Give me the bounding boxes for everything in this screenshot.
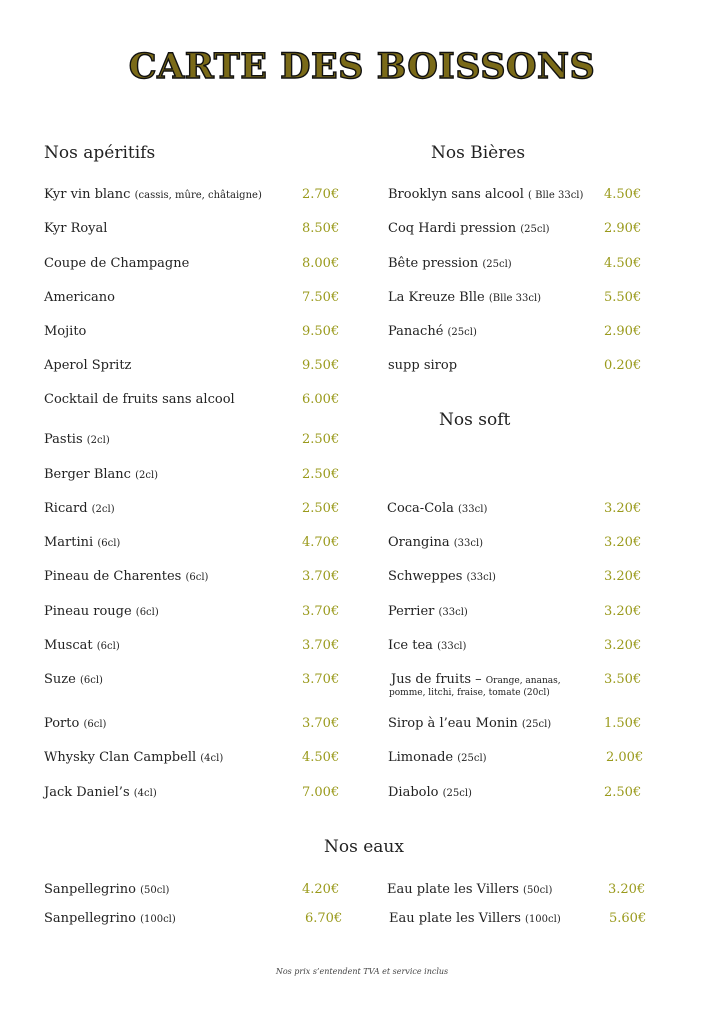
heading-aperitifs: Nos apéritifs: [44, 143, 156, 163]
heading-eaux: Nos eaux: [324, 837, 404, 857]
menu-item-name: Sirop à l’eau Monin (25cl): [388, 716, 552, 731]
menu-item-price: 3.70€: [302, 604, 340, 619]
menu-item-price: 2.90€: [604, 324, 642, 339]
menu-item-price: 2.50€: [302, 432, 340, 447]
menu-item-name: Ricard (2cl): [44, 501, 115, 516]
menu-item-name: Jack Daniel’s (4cl): [44, 785, 157, 800]
heading-soft: Nos soft: [439, 410, 511, 430]
menu-title: CARTE DES BOISSONS: [128, 46, 596, 87]
menu-item-name: La Kreuze Blle (Blle 33cl): [388, 290, 542, 305]
menu-item-name: Schweppes (33cl): [388, 569, 496, 584]
menu-item-price: 3.70€: [302, 716, 340, 731]
menu-item-name: Panaché (25cl): [388, 324, 477, 339]
menu-item-price: 3.20€: [604, 604, 642, 619]
menu-item-price: 1.50€: [604, 716, 642, 731]
menu-item-price: 9.50€: [302, 324, 340, 339]
menu-item-name: Brooklyn sans alcool ( Blle 33cl): [388, 187, 584, 202]
menu-item-price: 0.20€: [604, 358, 642, 373]
menu-item-name: Whysky Clan Campbell (4cl): [44, 750, 224, 765]
menu-item-price: 3.70€: [302, 569, 340, 584]
menu-item-name: Coca-Cola (33cl): [387, 501, 488, 516]
menu-item-name: Americano: [44, 290, 116, 305]
menu-item-price: 3.50€: [604, 672, 642, 687]
menu-item-price: 2.50€: [302, 501, 340, 516]
menu-item-name: Eau plate les Villers (50cl): [387, 882, 553, 897]
menu-item-name: Kyr vin blanc (cassis, mûre, châtaigne): [44, 187, 262, 202]
menu-item-name: Aperol Spritz: [44, 358, 132, 373]
menu-item-price: 5.50€: [604, 290, 642, 305]
menu-item-price: 8.50€: [302, 221, 340, 236]
menu-item-name: Perrier (33cl): [388, 604, 468, 619]
menu-item-name: Kyr Royal: [44, 221, 108, 236]
menu-item-name: Pineau rouge (6cl): [44, 604, 159, 619]
menu-item-price: 7.00€: [302, 785, 340, 800]
menu-item-price: 4.20€: [302, 882, 340, 897]
footer-note: Nos prix s’entendent TVA et service inclus: [275, 967, 449, 976]
menu-item-name: Porto (6cl): [44, 716, 107, 731]
menu-item-name: Muscat (6cl): [44, 638, 120, 653]
menu-item-name: Pastis (2cl): [44, 432, 110, 447]
menu-item-price: 8.00€: [302, 256, 340, 271]
menu-item-name: Coq Hardi pression (25cl): [388, 221, 550, 236]
menu-item-price: 7.50€: [302, 290, 340, 305]
menu-item-name: Ice tea (33cl): [388, 638, 467, 653]
menu-item-name: Jus de fruits – Orange, ananas,: [391, 672, 561, 687]
menu-item-name: Berger Blanc (2cl): [44, 467, 159, 482]
menu-item-name: Pineau de Charentes (6cl): [44, 569, 209, 584]
menu-item-name: Diabolo (25cl): [388, 785, 472, 800]
menu-item-name: Bête pression (25cl): [388, 256, 512, 271]
menu-item-name: Limonade (25cl): [388, 750, 487, 765]
menu-item-price: 2.90€: [604, 221, 642, 236]
menu-item-subtext: pomme, litchi, fraise, tomate (20cl): [389, 688, 550, 698]
menu-item-price: 2.70€: [302, 187, 340, 202]
menu-item-price: 4.70€: [302, 535, 340, 550]
menu-item-name: Cocktail de fruits sans alcool: [44, 392, 235, 407]
menu-item-price: 3.20€: [604, 535, 642, 550]
menu-item-price: 5.60€: [609, 911, 647, 926]
menu-item-name: Sanpellegrino (100cl): [44, 911, 176, 926]
menu-item-name: Orangina (33cl): [388, 535, 484, 550]
menu-item-price: 4.50€: [604, 187, 642, 202]
menu-item-price: 4.50€: [604, 256, 642, 271]
menu-item-price: 3.70€: [302, 638, 340, 653]
menu-item-name: Eau plate les Villers (100cl): [389, 911, 561, 926]
menu-item-name: Sanpellegrino (50cl): [44, 882, 170, 897]
menu-item-name: Suze (6cl): [44, 672, 103, 687]
menu-item-price: 3.20€: [604, 638, 642, 653]
heading-bieres: Nos Bières: [431, 143, 526, 163]
menu-item-price: 2.00€: [606, 750, 644, 765]
menu-item-price: 2.50€: [302, 467, 340, 482]
menu-item-name: supp sirop: [388, 358, 458, 373]
menu-item-name: Coupe de Champagne: [44, 256, 190, 271]
menu-item-price: 2.50€: [604, 785, 642, 800]
menu-item-price: 9.50€: [302, 358, 340, 373]
menu-item-price: 3.20€: [604, 569, 642, 584]
menu-item-name: Martini (6cl): [44, 535, 121, 550]
menu-item-price: 6.70€: [305, 911, 343, 926]
menu-item-price: 4.50€: [302, 750, 340, 765]
menu-item-price: 3.20€: [604, 501, 642, 516]
menu-item-price: 3.20€: [608, 882, 646, 897]
menu-item-price: 3.70€: [302, 672, 340, 687]
menu-item-name: Mojito: [44, 324, 87, 339]
menu-item-price: 6.00€: [302, 392, 340, 407]
